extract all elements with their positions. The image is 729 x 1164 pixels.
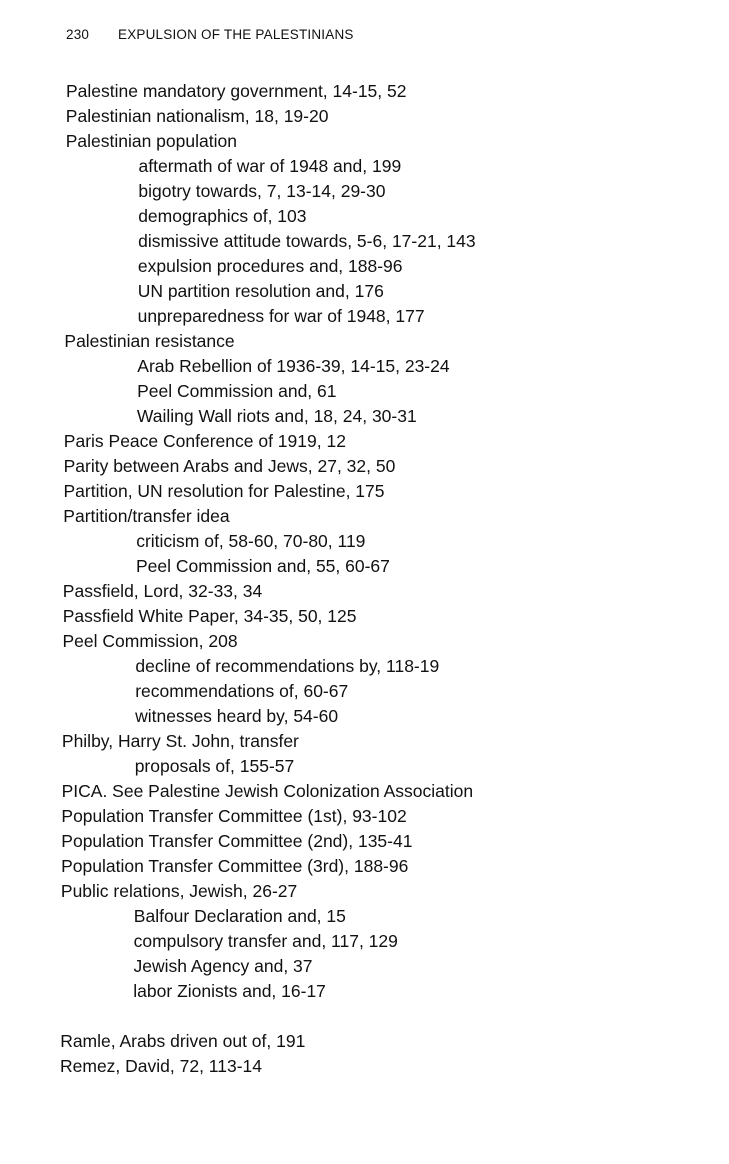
index-subentry: Peel Commission and, 55, 60-67: [136, 556, 390, 576]
index-entry: Passfield White Paper, 34-35, 50, 125: [62, 606, 357, 626]
index-entry: Philby, Harry St. John, transfer: [61, 731, 299, 751]
page-number: 230: [66, 27, 90, 42]
index-subentry: Jewish Agency and, 37: [133, 956, 313, 976]
index-entry: Peel Commission, 208: [62, 631, 238, 651]
index-subentry: aftermath of war of 1948 and, 199: [138, 156, 402, 176]
index-entry: Population Transfer Committee (2nd), 135-41: [61, 831, 413, 851]
index-subentry: decline of recommendations by, 118-19: [135, 656, 440, 676]
index-subentry: criticism of, 58-60, 70-80, 119: [136, 531, 366, 551]
index-subentry: proposals of, 155-57: [134, 756, 295, 776]
index-subentry: unpreparedness for war of 1948, 177: [137, 306, 425, 326]
index-entry: Palestinian population: [65, 131, 237, 151]
index-entry: Palestine mandatory government, 14-15, 52: [66, 81, 407, 101]
index-subentry: Arab Rebellion of 1936-39, 14-15, 23-24: [137, 356, 450, 376]
index-subentry: compulsory transfer and, 117, 129: [133, 931, 398, 951]
index-entry: Partition, UN resolution for Palestine, 175: [63, 481, 385, 501]
index-subentry: expulsion procedures and, 188-96: [137, 256, 403, 276]
index-entry: Passfield, Lord, 32-33, 34: [62, 581, 263, 601]
index-subentry: bigotry towards, 7, 13-14, 29-30: [138, 181, 386, 201]
index-entry: PICA. See Palestine Jewish Colonization Association: [61, 781, 474, 801]
index-subentry: Balfour Declaration and, 15: [133, 906, 346, 926]
index-entry: Palestinian nationalism, 18, 19-20: [65, 106, 329, 126]
index-entry: Remez, David, 72, 113-14: [60, 1056, 263, 1076]
index-subentry: labor Zionists and, 16-17: [133, 981, 326, 1001]
index-entry: Palestinian resistance: [64, 331, 235, 351]
index-entry: Public relations, Jewish, 26-27: [60, 881, 298, 901]
index-subentry: recommendations of, 60-67: [135, 681, 349, 701]
index-entry: Ramle, Arabs driven out of, 191: [60, 1031, 306, 1051]
index-entry: Population Transfer Committee (1st), 93-102: [61, 806, 407, 826]
index-subentry: witnesses heard by, 54-60: [135, 706, 339, 726]
index-entry: Parity between Arabs and Jews, 27, 32, 50: [63, 456, 396, 476]
index-entry: Partition/transfer idea: [63, 506, 230, 526]
index-subentry: Peel Commission and, 61: [137, 381, 337, 401]
running-head: [66, 27, 354, 42]
index-subentry: Wailing Wall riots and, 18, 24, 30-31: [136, 406, 417, 426]
index-entry: Paris Peace Conference of 1919, 12: [63, 431, 346, 451]
index-entry: Population Transfer Committee (3rd), 188-96: [61, 856, 409, 876]
index-subentry: demographics of, 103: [138, 206, 307, 226]
index-subentry: dismissive attitude towards, 5-6, 17-21, 143: [138, 231, 476, 251]
index-subentry: UN partition resolution and, 176: [137, 281, 384, 301]
running-title: EXPULSION OF THE PALESTINIANS: [118, 27, 354, 42]
